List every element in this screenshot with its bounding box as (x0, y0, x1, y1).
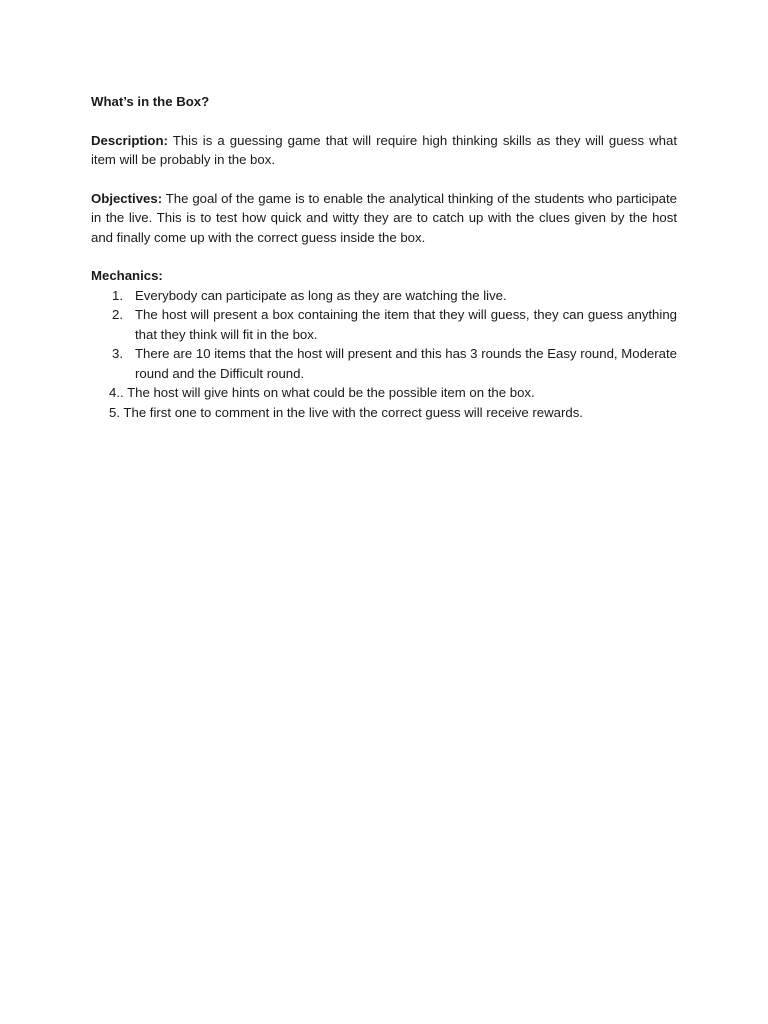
list-item-text: Everybody can participate as long as they are watching the live. (135, 287, 507, 303)
description-paragraph (91, 131, 677, 170)
objectives-text: The goal of the game is to enable the analytical thinking of the students who participate in the live. This is to test how quick and witty they are to catch up with the clues given by the host and finally come up with the correct guess inside the box. (91, 190, 677, 245)
list-item (91, 344, 677, 383)
list-item (91, 305, 677, 344)
list-item-text: The host will present a box containing the item that they will guess, they can guess anything that they think will fit in the box. (135, 307, 677, 342)
list-item-number: 2. (112, 307, 123, 322)
list-item-number: 3. (112, 346, 123, 361)
mechanics-heading: Mechanics: (91, 268, 163, 283)
mechanics-list (91, 286, 677, 423)
list-item (91, 286, 677, 306)
list-item-text: 4.. The host will give hints on what could be the possible item on the box. (109, 385, 535, 400)
description-label: Description: (91, 132, 168, 148)
list-item-text: There are 10 items that the host will present and this has 3 rounds the Easy round, Moderate round and the Difficult round. (135, 346, 677, 381)
document-page (91, 92, 677, 422)
list-item (91, 383, 677, 403)
objectives-paragraph (91, 189, 677, 248)
list-item-number: 1. (112, 287, 123, 303)
objectives-label: Objectives: (91, 190, 163, 206)
description-text: This is a guessing game that will require high thinking skills as they will guess what item will be probably in the box. (91, 132, 677, 167)
list-item-text: 5. The first one to comment in the live with the correct guess will receive rewards. (109, 404, 583, 420)
list-item (91, 403, 677, 423)
document-title: What’s in the Box? (91, 94, 210, 109)
